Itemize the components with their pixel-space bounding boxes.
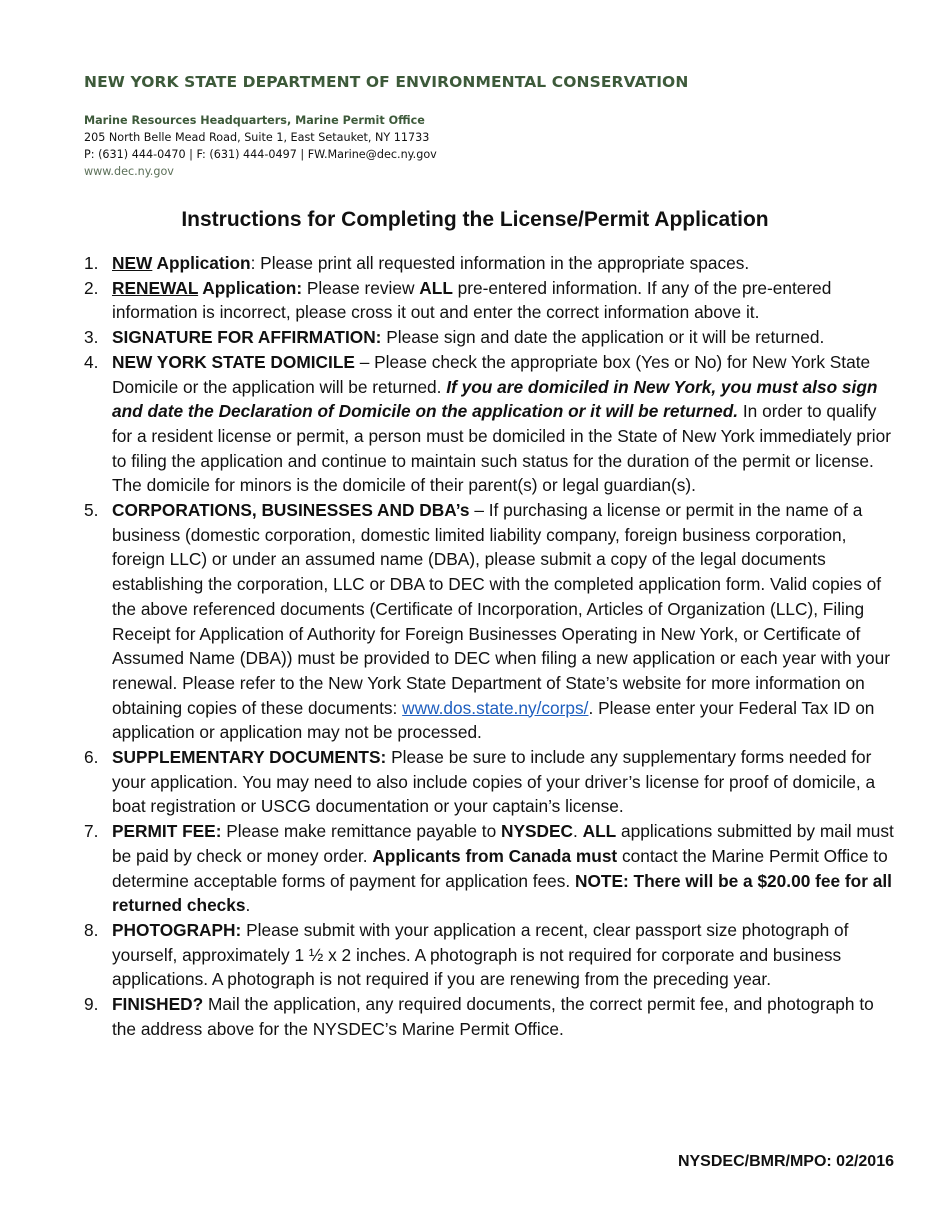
item-text: Please make remittance payable to — [221, 821, 501, 842]
item-heading: RENEWAL — [112, 277, 199, 298]
office-name: Marine Resources Headquarters, Marine Permit Office — [84, 114, 425, 127]
page-title: Instructions for Completing the License/Permit Application — [181, 208, 769, 231]
list-item — [80, 498, 900, 745]
item-text: Please review — [302, 277, 420, 298]
list-item — [80, 992, 900, 1041]
item-number: 4. — [84, 351, 99, 372]
item-heading: SIGNATURE FOR AFFIRMATION: — [112, 327, 382, 348]
item-text: pre-entered information. If any of the pre-entered information is incorrect, please cross it out and enter the correct information above it. — [112, 277, 832, 323]
dos-corps-link[interactable]: www.dos.state.ny/corps/ — [402, 697, 589, 718]
item-emphasis: ALL — [419, 277, 453, 298]
item-emphasis: ALL — [582, 821, 617, 842]
list-item — [80, 325, 900, 350]
office-phone-line: P: (631) 444-0470 | F: (631) 444-0497 | FW.Marine@dec.ny.gov — [84, 148, 437, 161]
item-heading: PERMIT FEE: — [112, 821, 222, 842]
item-heading: Application: — [198, 277, 303, 298]
item-text: contact the Marine Permit Office to determine acceptable forms of payment for application fees. — [112, 845, 888, 891]
item-number: 7. — [84, 821, 99, 842]
item-text: – Please check the appropriate box (Yes or No) for New York State Domicile or the application will be returned. — [112, 351, 871, 397]
item-emphasis: If you are domiciled in New York, you must also sign and date the Declaration of Domicile on the application or it will be returned. — [112, 376, 878, 422]
item-text: . — [245, 895, 251, 916]
item-number: 9. — [84, 994, 99, 1015]
item-number: 1. — [84, 253, 99, 273]
item-text: In order to qualify for a resident license or permit, a person must be domiciled in the State of New York immediately prior to filing the application and continue to maintain such status for the duration of the permit or license. The domicile for minors is the domicile of their parent(s) or legal guardian(s). — [112, 401, 891, 496]
item-heading: SUPPLEMENTARY DOCUMENTS: — [112, 747, 387, 768]
item-text: – If purchasing a license or permit in the name of a business (domestic corporation, domestic limited liability company, foreign business corporation, foreign LLC) or under an assumed name (DBA), please submit a copy of the legal documents establishing the corporation, LLC or DBA to DEC with the completed application form. Valid copies of the above referenced documents (Certificate of Incorporation, Articles of Organization (LLC), Filing Receipt for Application of Authority for Foreign Businesses Operating in New York, or Certificate of Assumed Name (DBA)) must be provided to DEC when filing a new application or each year with your renewal. Please refer to the New York State Department of State’s website for more information on obtaining copies of these documents: — [112, 500, 891, 718]
item-number: 3. — [84, 327, 99, 348]
item-heading: FINISHED? — [112, 994, 204, 1015]
item-emphasis: NOTE: There will be a $20.00 fee for all returned checks — [112, 870, 892, 916]
item-heading: NEW — [112, 253, 153, 273]
item-number: 5. — [84, 500, 99, 521]
list-item — [80, 276, 900, 325]
item-number: 2. — [84, 277, 99, 298]
list-item — [80, 819, 900, 918]
item-text: . — [573, 821, 583, 842]
item-text: : Please print all requested information in the appropriate spaces. — [250, 253, 750, 273]
item-number: 6. — [84, 747, 99, 768]
item-emphasis: NYSDEC — [500, 821, 574, 842]
item-text: . Please enter your Federal Tax ID on application or application may not be processed. — [112, 697, 875, 743]
item-text: Please submit with your application a recent, clear passport size photograph of yourself, approximately 1 ½ x 2 inches. A photograph is not required for corporate and business applications. A photograph is not required if you are renewing from the preceding year. — [112, 919, 849, 990]
agency-name: NEW YORK STATE DEPARTMENT OF ENVIRONMENTAL CONSERVATION — [84, 73, 689, 91]
list-item — [80, 251, 900, 276]
office-address: 205 North Belle Mead Road, Suite 1, East Setauket, NY 11733 — [84, 131, 430, 144]
item-text: Please be sure to include any supplementary forms needed for your application. You may need to also include copies of your driver’s license for proof of domicile, a boat registration or USCG documentation or your captain’s license. — [112, 747, 876, 817]
list-item — [80, 918, 900, 992]
list-item — [80, 350, 900, 498]
office-website[interactable]: www.dec.ny.gov — [84, 165, 174, 178]
item-heading: Application — [152, 253, 251, 273]
item-heading: NEW YORK STATE DOMICILE — [112, 351, 355, 372]
item-text: Please sign and date the application or it will be returned. — [381, 327, 825, 348]
form-revision-code: NYSDEC/BMR/MPO: 02/2016 — [677, 1153, 894, 1170]
item-heading: CORPORATIONS, BUSINESSES AND DBA’s — [112, 500, 470, 521]
item-text: Mail the application, any required documents, the correct permit fee, and photograph to the address above for the NYSDEC’s Marine Permit Office. — [112, 994, 874, 1039]
instruction-list — [80, 251, 900, 1042]
contact-block — [84, 112, 437, 180]
list-item — [80, 745, 900, 819]
item-emphasis: Applicants from Canada must — [372, 845, 618, 866]
item-number: 8. — [84, 919, 99, 940]
item-text: applications submitted by mail must be paid by check or money order. — [112, 821, 894, 866]
item-heading: PHOTOGRAPH: — [112, 919, 242, 940]
